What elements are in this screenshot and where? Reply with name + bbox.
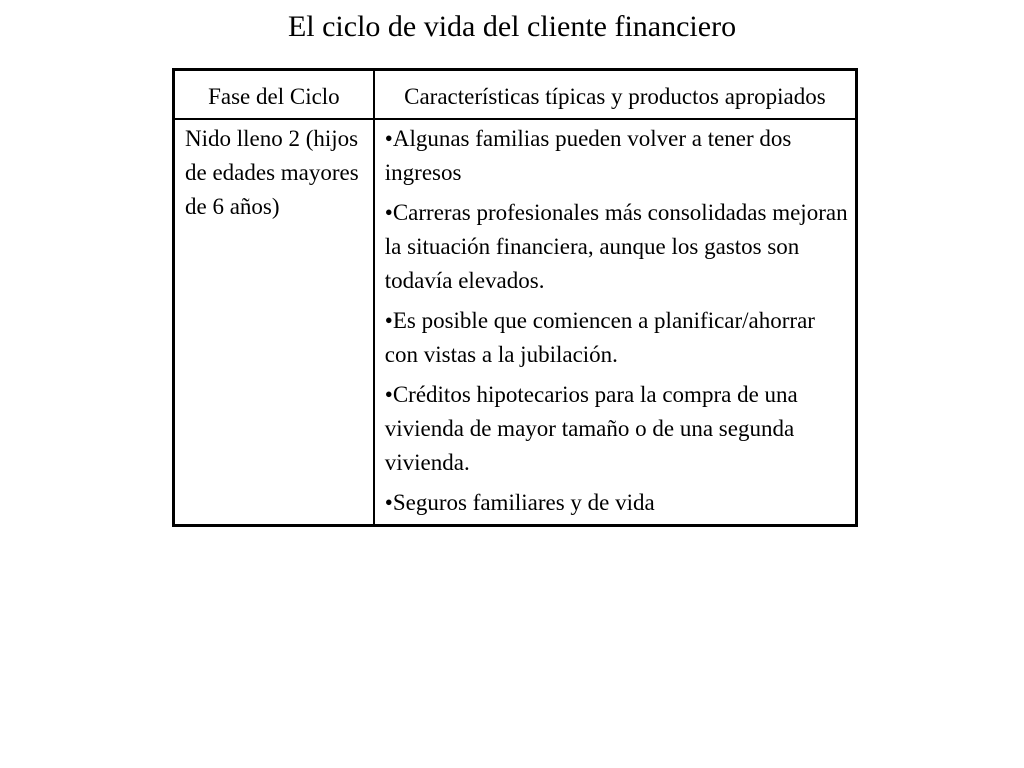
header-phase: Fase del Ciclo	[174, 70, 374, 120]
bullet-item: •Carreras profesionales más consolidadas mejoran la situación financiera, aunque los gastos son todavía elevados.	[384, 200, 848, 293]
header-characteristics: Características típicas y productos apropiados	[374, 70, 857, 120]
table-row	[174, 119, 857, 526]
table-container	[172, 68, 858, 527]
lifecycle-table	[172, 68, 858, 527]
characteristics-cell	[374, 119, 857, 526]
phase-cell: Nido lleno 2 (hijos de edades mayores de 6 años)	[174, 119, 374, 526]
bullet-item: •Es posible que comiencen a planificar/ahorrar con vistas a la jubilación.	[384, 308, 815, 367]
slide-title: El ciclo de vida del cliente financiero	[287, 10, 737, 43]
bullet-item: •Algunas familias pueden volver a tener dos ingresos	[384, 126, 792, 185]
table-header-row	[174, 70, 857, 120]
bullet-item: •Seguros familiares y de vida	[384, 490, 655, 515]
bullet-item: •Créditos hipotecarios para la compra de una vivienda de mayor tamaño o de una segunda vivienda.	[384, 382, 798, 475]
